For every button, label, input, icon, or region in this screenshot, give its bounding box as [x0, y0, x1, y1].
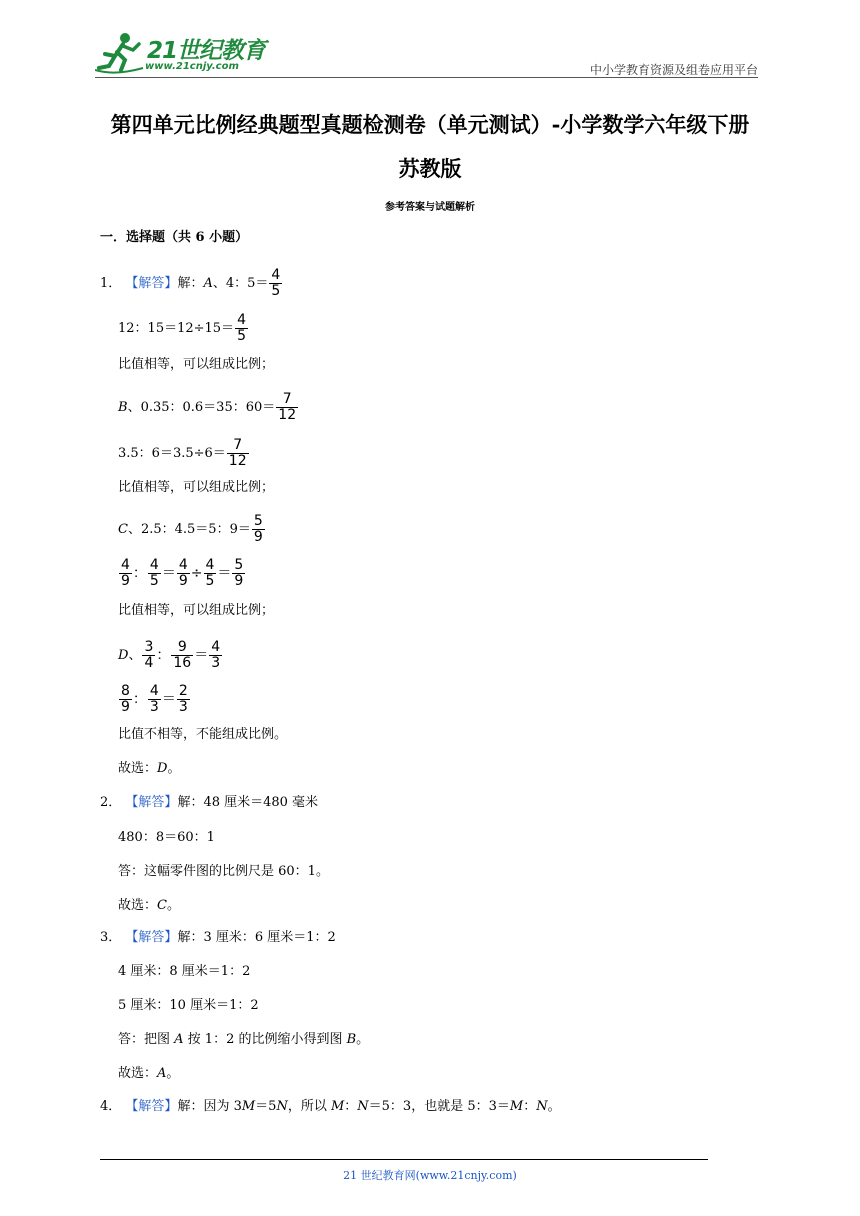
- fraction: $\frac{4}{5}$: [237, 312, 246, 344]
- footer-link[interactable]: 21 世纪教育网(www.21cnjy.com): [343, 1169, 517, 1182]
- fraction: $\frac{4}{5}$: [271, 267, 281, 299]
- q3-line2: 4 厘米：8 厘米＝1：2: [118, 964, 251, 979]
- page-title-line1: 第四单元比例经典题型真题检测卷（单元测试）-小学数学六年级下册: [110, 112, 750, 137]
- q1-choice: 故选：D。: [118, 761, 181, 776]
- q1-line-d2: $\frac{8}{9}$ ： $\frac{4}{3}$ ＝ $\frac{2}{3}$: [121, 683, 188, 715]
- header-platform-text: 中小学教育资源及组卷应用平台: [589, 63, 758, 77]
- solution-tag: 【解答】: [125, 795, 178, 810]
- fraction: $\frac{7}{12}$: [278, 391, 297, 423]
- q1-equal-b: 比值相等，可以组成比例；: [118, 480, 275, 495]
- site-logo: 21世纪教育 www.21cnjy.com: [95, 30, 265, 76]
- fraction: $\frac{4}{5}$: [205, 557, 215, 589]
- solution-tag: 【解答】: [125, 930, 178, 945]
- q1-line-c2: $\frac{4}{9}$ ： $\frac{4}{5}$ ＝ $\frac{4}{9}$ ÷ $\frac{4}{5}$ ＝ $\frac{5}{9}$: [121, 557, 244, 589]
- page-header: [95, 30, 758, 80]
- q1-equal-c: 比值相等，可以组成比例；: [118, 603, 275, 618]
- q3-line1: 3． 【解答】解：3 厘米：6 厘米＝1：2: [100, 930, 336, 945]
- fraction: $\frac{5}{9}$: [234, 557, 244, 589]
- fraction: $\frac{2}{3}$: [178, 683, 188, 715]
- footer-divider: [100, 1159, 708, 1160]
- q2-line3: 答：这幅零件图的比例尺是 60：1。: [118, 864, 329, 879]
- fraction: $\frac{9}{16}$: [173, 639, 192, 671]
- header-divider: [95, 77, 758, 78]
- q1-line-d: D、 $\frac{3}{4}$ ： $\frac{9}{16}$ ＝ $\frac{4}{3}$: [118, 639, 221, 671]
- section-heading: 一．选择题（共 6 小题）: [100, 230, 249, 245]
- solution-tag: 【解答】: [125, 1099, 178, 1114]
- q1-line-b2: 3.5：6＝3.5÷6＝ $\frac{7}{12}$: [118, 437, 247, 469]
- answer-subtitle: 参考答案与试题解析: [385, 202, 475, 213]
- runner-icon: [95, 30, 147, 76]
- fraction: $\frac{4}{9}$: [121, 557, 130, 589]
- q1-notequal: 比值不相等，不能组成比例。: [118, 727, 288, 742]
- q3-choice: 故选：A。: [118, 1066, 180, 1081]
- q1-equal-a: 比值相等，可以组成比例；: [118, 357, 275, 372]
- q3-line4: 答：把图 A 按 1：2 的比例缩小得到图 B。: [118, 1032, 370, 1047]
- q2-choice: 故选：C。: [118, 898, 180, 913]
- q1-line-b: B、0.35：0.6＝35：60＝ $\frac{7}{12}$: [118, 391, 297, 423]
- fraction: $\frac{8}{9}$: [121, 683, 130, 715]
- fraction: $\frac{4}{5}$: [149, 557, 159, 589]
- q1-line-a: 1． 【解答】解：A、4：5＝ $\frac{4}{5}$: [100, 267, 281, 299]
- solution-tag: 【解答】: [125, 276, 178, 291]
- fraction: $\frac{5}{9}$: [253, 513, 263, 545]
- q1-line-a2: 12：15＝12÷15＝ $\frac{4}{5}$: [118, 312, 246, 344]
- page-title-line2: 苏教版: [398, 156, 462, 181]
- q4-line1: 4． 【解答】解：因为 3M＝5N，所以 M：N＝5：3，也就是 5：3＝M：N。: [100, 1099, 561, 1114]
- q2-line1: 2． 【解答】解：48 厘米＝480 毫米: [100, 795, 319, 810]
- fraction: $\frac{4}{9}$: [178, 557, 188, 589]
- q2-line2: 480：8＝60：1: [118, 830, 215, 845]
- q3-line3: 5 厘米：10 厘米＝1：2: [118, 998, 259, 1013]
- fraction: $\frac{4}{3}$: [211, 639, 221, 671]
- fraction: $\frac{7}{12}$: [228, 437, 247, 469]
- q1-line-c: C、2.5：4.5＝5：9＝ $\frac{5}{9}$: [118, 513, 263, 545]
- fraction: $\frac{4}{3}$: [149, 683, 159, 715]
- fraction: $\frac{3}{4}$: [144, 639, 154, 671]
